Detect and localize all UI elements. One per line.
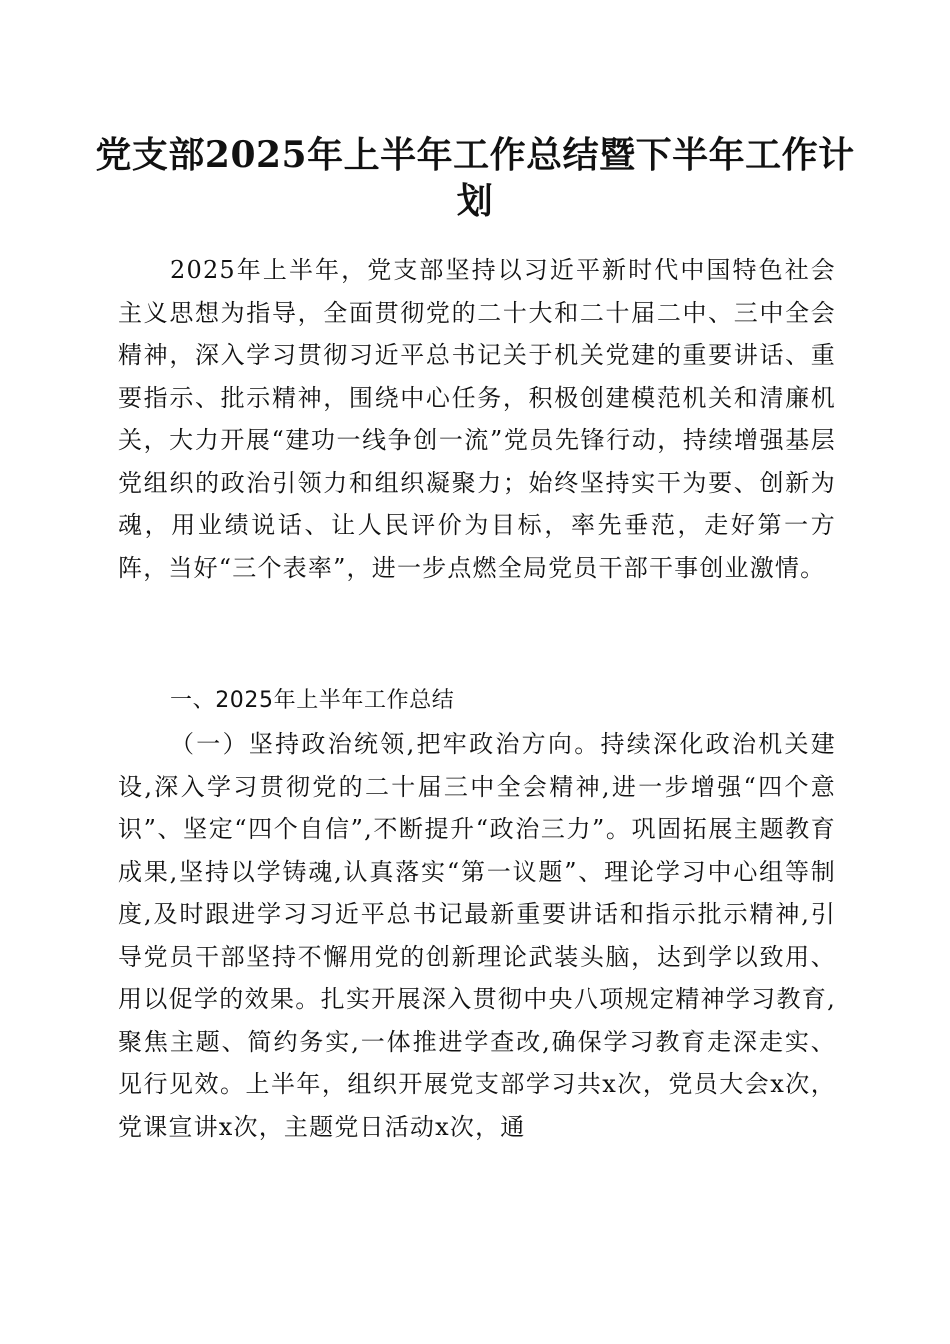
intro-paragraph: 2025年上半年，党支部坚持以习近平新时代中国特色社会主义思想为指导，全面贯彻党的二十大和二十届二中、三中全会精神，深入学习贯彻习近平总书记关于机关党建的重要讲话、重要指示、批示精神，围绕中心任务，积极创建模范机关和清廉机关，大力开展“建功一线争创一流”党员先锋行动，持续增强基层党组织的政治引领力和组织凝聚力；始终坚持实干为要、创新为魂，用业绩说话、让人民评价为目标，率先垂范，走好第一方阵，当好“三个表率”，进一步点燃全局党员干部干事创业激情。 — [118, 256, 836, 582]
section-heading-1: 一、2025年上半年工作总结 — [170, 688, 455, 713]
document-title: 党支部2025年上半年工作总结暨下半年工作计划 — [95, 134, 855, 222]
section-1-paragraph-1: （一）坚持政治统领,把牢政治方向。持续深化政治机关建设,深入学习贯彻党的二十届三中全会精神,进一步增强“四个意识”、坚定“四个自信”,不断提升“政治三力”。巩固拓展主题教育成果,坚持以学铸魂,认真落实“第一议题”、理论学习中心组等制度,及时跟进学习习近平总书记最新重要讲话和指示批示精神,引导党员干部坚持不懈用党的创新理论武装头脑，达到学以致用、用以促学的效果。扎实开展深入贯彻中央八项规定精神学习教育,聚焦主题、简约务实,一体推进学查改,确保学习教育走深走实、见行见效。上半年，组织开展党支部学习共x次，党员大会x次，党课宣讲x次，主题党日活动x次，通 — [118, 730, 836, 1141]
